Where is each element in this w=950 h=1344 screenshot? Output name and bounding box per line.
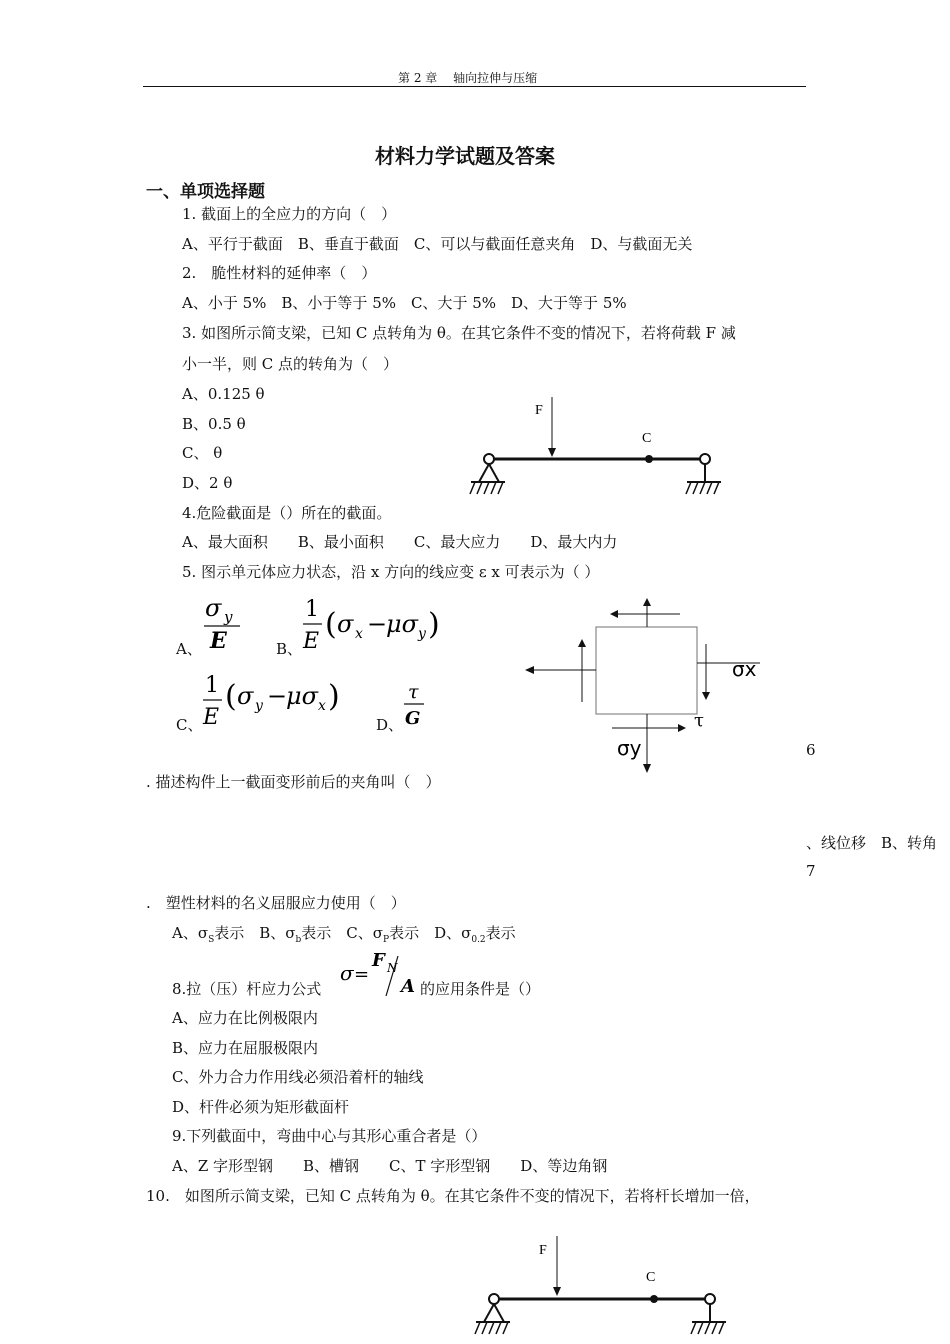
question-8-option-b: B、应力在屈服极限内: [172, 1039, 319, 1057]
svg-text:μσ: μσ: [386, 610, 418, 638]
point-c-label: C: [646, 1270, 656, 1285]
formula-c: [200, 668, 350, 728]
sigma-y-top-arrow: [643, 598, 651, 606]
question-8-option-c: C、外力合力作用线必须沿着杆的轴线: [172, 1068, 424, 1086]
question-8-stem-pre: 8.拉（压）杆应力公式: [172, 980, 322, 998]
sigma-y-bottom-arrow: [643, 764, 651, 773]
page-title: 材料力学试题及答案: [375, 144, 555, 168]
svg-text:x: x: [318, 698, 326, 714]
svg-text:(: (: [225, 679, 237, 714]
question-1-options: A、平行于截面 B、垂直于截面 C、可以与截面任意夹角 D、与截面无关: [182, 235, 693, 253]
section-heading: 一、单项选择题: [146, 182, 265, 202]
svg-text:σ: σ: [337, 610, 354, 638]
svg-text:σ: σ: [340, 961, 354, 985]
svg-text:F: F: [372, 950, 385, 971]
stress-formula: [338, 950, 423, 1000]
svg-text:E: E: [203, 705, 220, 730]
question-8-option-a: A、应力在比例极限内: [172, 1009, 318, 1027]
svg-text:−: −: [267, 682, 288, 710]
load-arrowhead: [553, 1287, 561, 1296]
tau-bottom-arrow: [678, 724, 686, 732]
question-8-option-d: D、杆件必须为矩形截面杆: [172, 1098, 350, 1116]
question-7-options: A、$\sigma_S$表示 B、$\sigma_b$表示 C、$\sigma_P$表示 D、$\sigma_{0.2}$表示: [172, 924, 516, 945]
question-5-option-c-label: C、: [176, 716, 203, 734]
svg-text:=: =: [354, 964, 370, 985]
question-2-options: A、小于 5% B、小于等于 5% C、大于 5% D、大于等于 5%: [182, 294, 627, 312]
question-7-number: 7: [806, 862, 816, 880]
formula-a: [200, 592, 250, 652]
formula-d: [400, 680, 440, 730]
question-3-stem-line1: 3. 如图所示简支梁，已知 C 点转角为 θ。在其它条件不变的情况下，若将荷载 F 减: [182, 324, 736, 342]
svg-text:E: E: [210, 628, 227, 654]
svg-text:E: E: [303, 629, 320, 654]
svg-text:(: (: [325, 607, 337, 642]
stress-element-figure: [520, 594, 800, 774]
svg-text:τ: τ: [408, 681, 419, 703]
question-2-stem: 2. 脆性材料的延伸率（ ）: [182, 264, 377, 282]
tau-label: τ: [694, 710, 704, 731]
svg-text:−: −: [367, 610, 388, 638]
svg-text:): ): [328, 679, 340, 714]
svg-text:G: G: [405, 708, 421, 729]
question-6-stem: . 描述构件上一截面变形前后的夹角叫（ ）: [146, 773, 441, 791]
load-label: F: [535, 403, 543, 418]
question-5-stem: 5. 图示单元体应力状态，沿 x 方向的线应变 ε x 可表示为（ ）: [182, 563, 600, 581]
question-4-options: A、最大面积 B、最小面积 C、最大应力 D、最大内力: [182, 533, 618, 551]
tau-top-arrow: [610, 610, 618, 618]
sigma-x-left-arrow: [525, 666, 534, 674]
svg-text:1: 1: [305, 597, 319, 622]
svg-text:): ): [428, 607, 440, 642]
svg-text:N: N: [387, 961, 398, 975]
question-3-option-d: D、2 θ: [182, 474, 233, 492]
svg-text:x: x: [355, 626, 363, 642]
running-header: 第 2 章 轴向拉伸与压缩: [398, 71, 538, 85]
formula-b: [300, 592, 450, 652]
header-rule: [143, 86, 806, 87]
question-5-option-a-label: A、: [176, 640, 202, 658]
question-5-option-b-label: B、: [276, 640, 303, 658]
question-4-stem: 4.危险截面是（）所在的截面。: [182, 504, 392, 522]
point-c: [650, 1295, 658, 1303]
svg-text:σ: σ: [205, 594, 222, 622]
question-6-number: 6: [806, 741, 816, 759]
question-9-options: A、Z 字形型钢 B、槽钢 C、T 字形型钢 D、等边角钢: [172, 1157, 608, 1175]
question-1-stem: 1. 截面上的全应力的方向（ ）: [182, 205, 397, 223]
sigma-y-label: σy: [617, 736, 642, 760]
svg-text:y: y: [224, 608, 233, 626]
load-label: F: [539, 1243, 547, 1258]
question-8-stem-post: 的应用条件是（）: [420, 980, 541, 998]
element-square: [596, 627, 697, 714]
question-3-option-b: B、0.5 θ: [182, 415, 246, 433]
question-6-options: 、线位移 B、转角: [806, 834, 938, 852]
svg-text:y: y: [418, 626, 426, 642]
question-10-stem: 10. 如图所示简支梁，已知 C 点转角为 θ。在其它条件不变的情况下，若将杆长增加一倍，: [146, 1187, 760, 1205]
load-arrowhead: [548, 448, 556, 457]
question-3-option-c: C、 θ: [182, 444, 223, 462]
question-3-option-a: A、0.125 θ: [182, 385, 265, 403]
question-5-option-d-label: D、: [376, 716, 404, 734]
beam-figure-q3: [465, 392, 725, 502]
svg-text:A: A: [401, 976, 415, 997]
question-7-stem: . 塑性材料的名义屈服应力使用（ ）: [146, 894, 406, 912]
svg-text:1: 1: [205, 673, 219, 698]
question-9-stem: 9.下列截面中，弯曲中心与其形心重合者是（）: [172, 1127, 487, 1145]
point-c: [645, 455, 653, 463]
svg-text:y: y: [255, 698, 263, 714]
beam-figure-q10: [470, 1233, 730, 1343]
question-3-stem-line2: 小一半，则 C 点的转角为（ ）: [182, 355, 399, 373]
point-c-label: C: [642, 431, 652, 446]
tau-right-arrow: [702, 692, 710, 700]
svg-text:μσ: μσ: [286, 682, 318, 710]
svg-text:σ: σ: [237, 682, 254, 710]
sigma-x-label: σx: [732, 657, 757, 681]
tau-left-arrow: [578, 639, 586, 647]
